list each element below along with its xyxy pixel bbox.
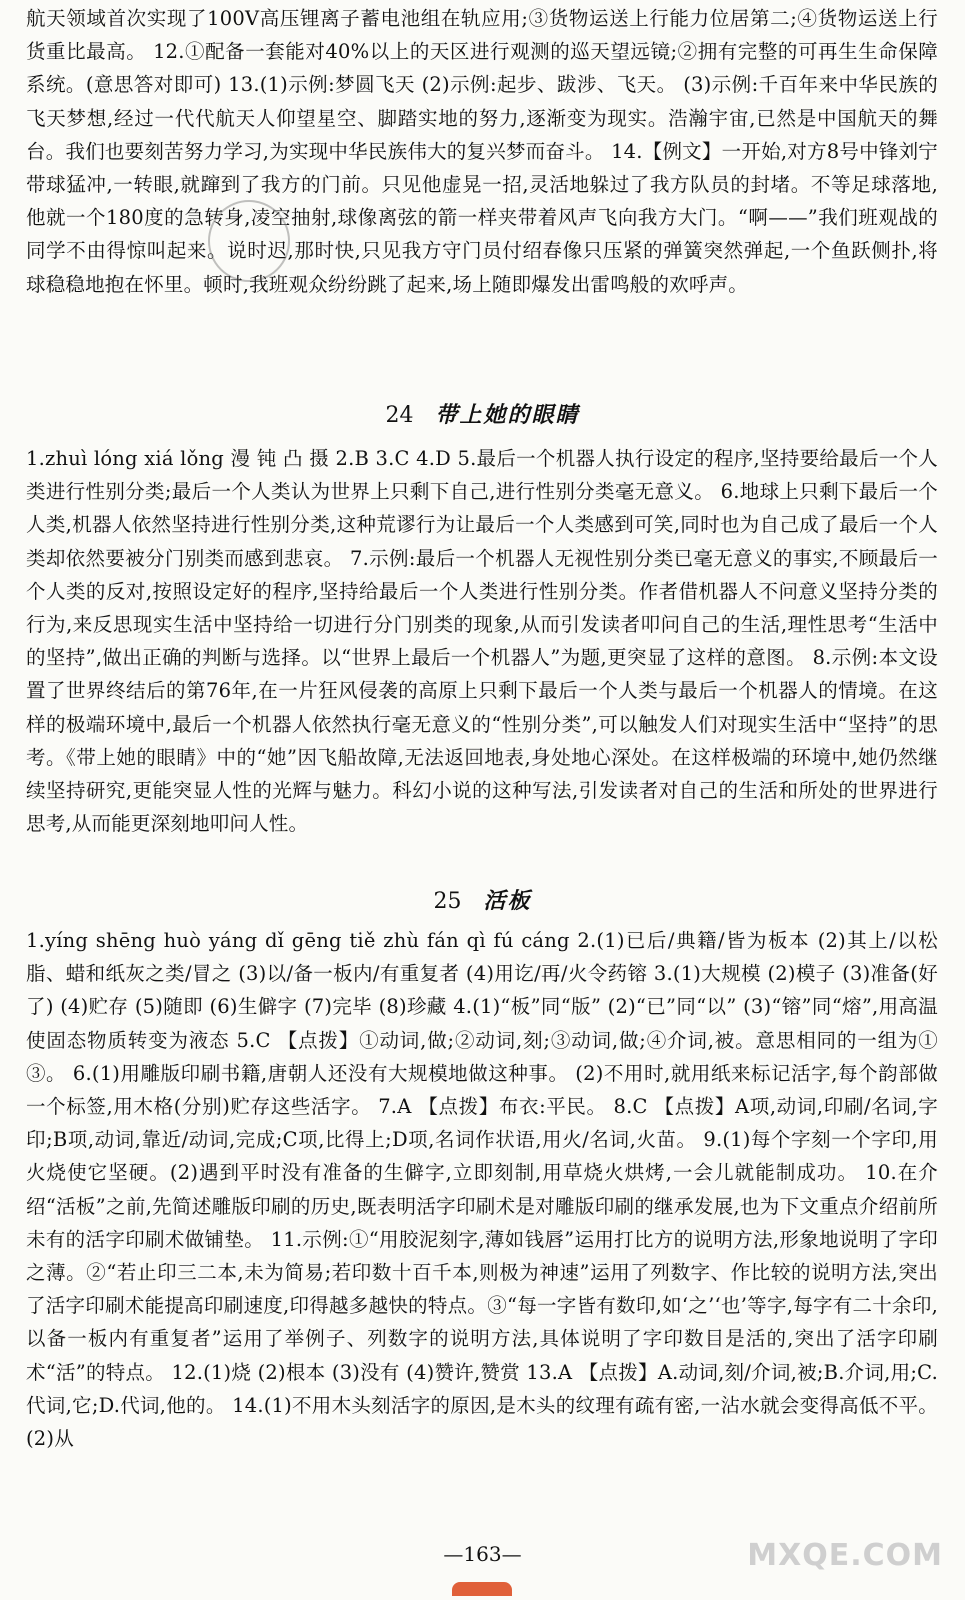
- section-24-title: 带上她的眼睛: [435, 403, 580, 428]
- section-24-text: 1.zhuì lóng xiá lǒng 漫 钝 凸 摄 2.B 3.C 4.D 5.最后一个机器人执行设定的程序,坚持要给最后一个人类进行性别分类;最后一个人类认为世界上只剩下自己,进行性别分类毫无意义。 6.地球上只剩下最后一个人类,机器人依然坚持进行性别分类,这种荒谬行为让最后一个人类感到可笑,同时也为自己成了最后一个人类却依然要被分门别类而感到悲哀。 7.示例:最后一个机器人无视性别分类已毫无意义的事实,不顾最后一个人类的反对,按照设定好的程序,坚持给最后一个人类进行性别分类。作者借机器人不问意义坚持分类的行为,来反思现实生活中坚持给一切进行分门别类的现象,从而引发读者叩问自己的生活,理性思考“生活中的坚持”,做出正确的判断与选择。以“世界上最后一个机器人”为题,更突显了这样的意图。 8.示例:本文设置了世界终结后的第76年,在一片狂风侵袭的高原上只剩下最后一个人类与最后一个机器人的情境。在这样的极端环境中,最后一个机器人依然执行毫无意义的“性别分类”,可以触发人们对现实生活中“坚持”的思考。《带上她的眼睛》中的“她”因飞船故障,无法返回地表,身处地心深处。在这样极端的环境中,她仍然继续坚持研究,更能突显人性的光辉与魅力。科幻小说的这种写法,引发读者对自己的生活和所处的世界进行思考,从而能更深刻地叩问人性。: [26, 447, 938, 836]
- bottom-logo-icon: [452, 1582, 512, 1596]
- top-paragraph: 航天领域首次实现了100V高压锂离子蓄电池组在轨应用;③货物运送上行能力位居第二;④货物运送上行货重比最高。 12.①配备一套能对40%以上的天区进行观测的巡天望远镜;②拥有完整的可再生生命保障系统。(意思答对即可) 13.(1)示例:梦圆飞天 (2)示例:起步、跋涉、飞天。 (3)示例:千百年来中华民族的飞天梦想,经过一代代航天人仰望星空、脚踏实地的努力,逐渐变为现实。浩瀚宇宙,已然是中国航天的舞台。我们也要刻苦努力学习,为实现中华民族伟大的复兴梦而奋斗。 14.【例文】一开始,对方8号中锋刘宁带球猛冲,一转眼,就蹿到了我方的门前。只见他虚晃一招,灵活地躲过了我方队员的封堵。不等足球落地,他就一个180度的急转身,凌空抽射,球像离弦的箭一样夹带着风声飞向我方大门。“啊——”我们班观战的同学不由得惊叫起来。说时迟,那时快,只见我方守门员付绍春像只压紧的弹簧突然弹起,一个鱼跃侧扑,将球稳稳地抱在怀里。顿时,我班观众纷纷跳了起来,场上随即爆发出雷鸣般的欢呼声。: [26, 7, 938, 296]
- section-25-number: 25: [433, 889, 462, 914]
- section-24-number: 24: [385, 403, 414, 428]
- section-25-heading: [0, 884, 965, 915]
- section-25-text: 1.yíng shēng huò yáng dǐ gēng tiě zhù fán qì fú cáng 2.(1)已后/典籍/皆为板本 (2)其上/以松脂、蜡和纸灰之类/冒之 (3)以/备一板内/有重复者 (4)用讫/再/火令药镕 3.(1)大规模 (2)模子 (3)准备(好了) (4)贮存 (5)随即 (6)生僻字 (7)完毕 (8)珍藏 4.(1)“板”同“版” (2)“已”同“以” (3)“镕”同“熔”,用高温使固态物质转变为液态 5.C 【点拨】①动词,做;②动词,刻;③动词,做;④介词,被。意思相同的一组为①③。 6.(1)用雕版印刷书籍,唐朝人还没有大规模地做这种事。 (2)不用时,就用纸来标记活字,每个韵部做一个标签,用木格(分别)贮存这些活字。 7.A 【点拨】布衣:平民。 8.C 【点拨】A项,动词,印刷/名词,字印;B项,动词,靠近/动词,完成;C项,比得上;D项,名词作状语,用火/名词,火苗。 9.(1)每个字刻一个字印,用火烧使它坚硬。(2)遇到平时没有准备的生僻字,立即刻制,用草烧火烘烤,一会儿就能制成功。 10.在介绍“活板”之前,先简述雕版印刷的历史,既表明活字印刷术是对雕版印刷的继承发展,也为下文重点介绍前所未有的活字印刷术做铺垫。 11.示例:①“用胶泥刻字,薄如钱唇”运用打比方的说明方法,形象地说明了字印之薄。②“若止印三二本,未为简易;若印数十百千本,则极为神速”运用了列数字、作比较的说明方法,突出了活字印刷术能提高印刷速度,印得越多越快的特点。③“每一字皆有数印,如‘之’‘也’等字,每字有二十余印,以备一板内有重复者”运用了举例子、列数字的说明方法,具体说明了字印数目是活的,突出了活字印刷术“活”的特点。 12.(1)烧 (2)根本 (3)没有 (4)赞许,赞赏 13.A 【点拨】A.动词,刻/介词,被;B.介词,用;C.代词,它;D.代词,他的。 14.(1)不用木头刻活字的原因,是木头的纹理有疏有密,一沾水就会变得高低不平。 (2)从: [26, 929, 938, 1451]
- section-24-heading: [0, 398, 965, 429]
- watermark-logo: MXQE.COM: [747, 1538, 943, 1573]
- section-25-answers: [26, 924, 938, 1455]
- page-number: —163—: [443, 1542, 522, 1566]
- top-answer-block: [26, 2, 938, 301]
- stamp-mark: [208, 200, 290, 282]
- section-24-answers: [26, 442, 938, 840]
- section-25-title: 活板: [483, 889, 532, 914]
